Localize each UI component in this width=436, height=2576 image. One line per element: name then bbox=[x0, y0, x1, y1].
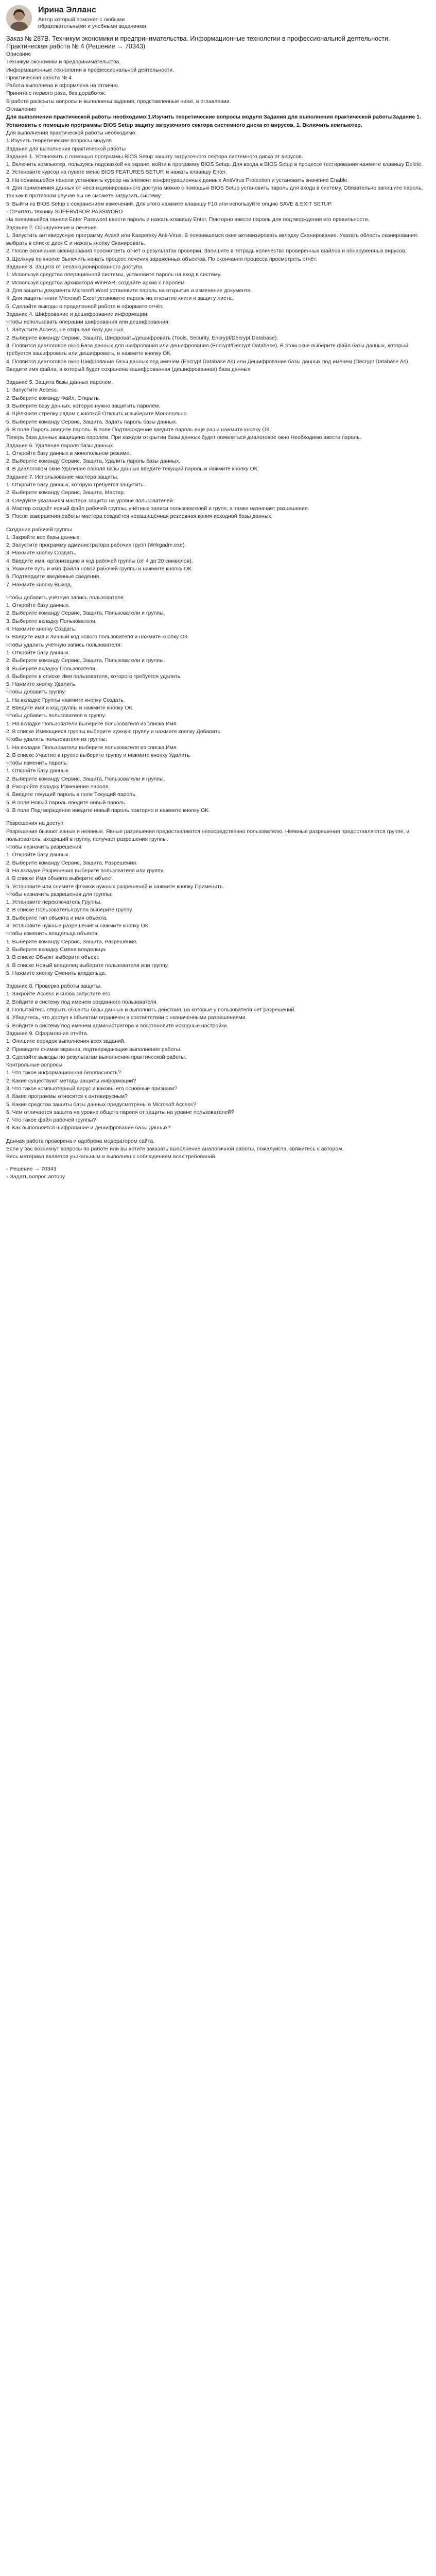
paragraph: 7. Что такое файл рабочей группы? bbox=[6, 1117, 96, 1124]
paragraph: 1. Используя средства операционной системы, установите пароль на вход в систему. bbox=[6, 272, 222, 278]
paragraph: 3. Выберите вкладку Пользователи. bbox=[6, 665, 97, 672]
paragraph: Задание 4. Шифрование и дешифрование информации. bbox=[6, 311, 149, 317]
chevron-right-icon: › bbox=[6, 1173, 8, 1180]
paragraph: 2. Введите имя и код группы и нажмите кнопку ОК. bbox=[6, 705, 134, 711]
chevron-left-icon: ‹ bbox=[6, 1165, 8, 1172]
paragraph: 2. Установите курсор на пункте меню BIOS FEATURES SETUP, и нажать клавишу Enter. bbox=[6, 169, 227, 176]
paragraph: 3. Появится диалоговое окно База данных для шифрования или дешифрования (Encrypt/Decrypt Database). В этом окне выберите файл базы данных, который требуется зашифровать или дешифровать, и нажмите кнопку ОК. bbox=[6, 342, 409, 357]
paragraph: Для выполнения практической работы необходимо:1.Изучить теоретические вопросы модуля Задания для выполнения практической работыЗадание 1. Установить с помощью программы BIOS Setup защиту загрузочного сектора системного диска от вирусов. 1. Включить компьютер. bbox=[6, 114, 421, 128]
paragraph: 3. Выберите вкладку Пользователи. bbox=[6, 618, 97, 624]
paragraph: Чтобы добавить учётную запись пользователя: bbox=[6, 594, 125, 601]
paragraph: 5. Выйти из BIOS Setup с сохранением изменений. Для этого нажмите клавишу F10 или используйте опцию SAVE & EXIT SETUP. bbox=[6, 200, 333, 207]
paragraph: 3. Щелкнув по кнопке Вылечить начать процесс лечения заражённых объектов. По окончании процесса просмотреть отчёт. bbox=[6, 256, 317, 262]
paragraph: 5. Какие средства защиты базы данных предусмотрены в Microsoft Access? bbox=[6, 1101, 196, 1108]
paragraph: Задание 9. Оформление отчёта. bbox=[6, 1030, 89, 1037]
paragraph: 1. Откройте базу данных. bbox=[6, 602, 70, 609]
paragraph: Принята с первого раза, без доработок. bbox=[6, 90, 106, 97]
paragraph: 3. На появившейся панели установить курсор на элемент конфигурационных данных AntiVirus Protection и установить значение Enable. bbox=[6, 177, 349, 183]
ask-author-link[interactable] bbox=[6, 1173, 430, 1181]
paragraph: 4. Установите нужные разрешения и нажмите кнопку ОК. bbox=[6, 923, 150, 929]
paragraph: 4. Для применения данных от несанкционированного доступа можно с помощью BIOS Setup установить пароль для входа в систему. Обязательно запишите пароль, так как в противном случае вы не сможете загрузить систему. bbox=[6, 185, 423, 199]
paragraph: Разрешения бывают явные и неявные. Явные разрешения предоставляются непосредственно пользователю. Неявные разрешения предоставляются группе, и пользователь, входящий в группу, получает разрешения группы. bbox=[6, 828, 410, 842]
paragraph: 2. В списке Участие в группе выберите группу и нажмите кнопку Удалить. bbox=[6, 752, 191, 758]
paragraph: Чтобы использовать операции шифрования или дешифрования: bbox=[6, 319, 170, 326]
paragraph: Техникум экономики и предпринимательства. bbox=[6, 59, 121, 65]
paragraph: Задание 5. Защита базы данных паролем. bbox=[6, 379, 113, 386]
paragraph: 1. На вкладке Пользователи выберите пользователя из списка Имя. bbox=[6, 720, 178, 727]
paragraph: 3. В диалоговом окне Удаление пароля базы данных введите текущий пароль и нажмите кнопку ОК. bbox=[6, 466, 259, 472]
paragraph: 6. В поле Подтверждение введите новый пароль повторно и нажмите кнопку ОК. bbox=[6, 807, 210, 814]
paragraph: 6. Чем отличается защита на уровне общего пароля от защиты на уровне пользователей? bbox=[6, 1109, 234, 1115]
paragraph: 1. Откройте базу данных. bbox=[6, 768, 70, 774]
paragraph: Чтобы удалить учётную запись пользователя: bbox=[6, 641, 122, 648]
paragraph: Задание 1. Установить с помощью программы BIOS Setup защиту загрузочного сектора системного диска от вирусов. bbox=[6, 153, 303, 160]
paragraph: Чтобы добавить пользователя в группу: bbox=[6, 713, 107, 719]
paragraph: 1. Запустите Access. bbox=[6, 387, 58, 394]
paragraph: В работе раскрыты вопросы и выполнены задания, представленные ниже, в оглавлении. bbox=[6, 98, 231, 105]
paragraph: 1. Откройте базу данных. bbox=[6, 852, 70, 858]
paragraph: 1. Выберите команду Сервис, Защита, Разрешения. bbox=[6, 938, 138, 945]
paragraph: Теперь база данных защищена паролем. При каждом открытии базы данных будет появляться диалоговое окно Необходимо ввести пароль. bbox=[6, 434, 361, 441]
paragraph: 2. Выберите команду Сервис, Защита, Шифровать/дешифровать (Tools, Security, Encrypt/Decrypt Database). bbox=[6, 334, 278, 341]
author-name[interactable]: Ирина Элланс bbox=[38, 6, 96, 14]
paragraph: 2. Выберите команду Сервис, Защита, Мастер. bbox=[6, 489, 125, 496]
paragraph: Работа выполнена и оформлена на отлично. bbox=[6, 82, 119, 89]
avatar-image bbox=[6, 5, 32, 31]
paragraph: 3. Следуйте указаниям мастера защиты на уровне пользователей. bbox=[6, 497, 175, 504]
paragraph: 4. Введите текущий пароль в поле Текущий пароль. bbox=[6, 791, 137, 798]
paragraph: 2. Выберите вкладку Смена владельца. bbox=[6, 946, 107, 953]
solution-link-label: Решение → 70343 bbox=[10, 1165, 57, 1172]
paragraph: 4. Для защиты книги Microsoft Excel установите пароль на открытие книги и защиту листа. bbox=[6, 295, 233, 302]
paragraph: Весь материал является уникальным и выполнен с соблюдением всех требований. bbox=[6, 1154, 217, 1160]
paragraph: Задание 7. Использование мастера защиты. bbox=[6, 473, 119, 480]
paragraph: 1. Запустить антивирусную программу Avast! или Kaspersky Anti-Virus. В появившемся окне активизировать вкладку Сканирование. Указать область сканирования: выбрать в списке диск С и нажать кнопку Сканировать. bbox=[6, 232, 418, 247]
paragraph: 6. В поле Пароль введите пароль. В поле Подтверждение введите пароль ещё раз и нажмите кнопку ОК. bbox=[6, 426, 271, 433]
paragraph: 1. Установите переключатель Группы. bbox=[6, 899, 102, 906]
paragraph: 2. Войдите в систему под именем созданного пользователя. bbox=[6, 998, 158, 1005]
solution-link[interactable] bbox=[6, 1165, 430, 1173]
paragraph: 1.Изучить теоретические вопросы модуля bbox=[6, 138, 112, 144]
paragraph: 1. На вкладке Группы нажмите кнопку Создать. bbox=[6, 697, 125, 703]
paragraph: 2. Выберите команду Сервис, Защита, Удалить пароль базы данных. bbox=[6, 458, 181, 465]
paragraph: 3. Раскройте вкладку Изменение пароля. bbox=[6, 784, 110, 790]
paragraph: Описание bbox=[6, 51, 31, 57]
paragraph: 5. Сделайте выводы о проделанной работе и оформите отчёт. bbox=[6, 303, 164, 310]
page bbox=[0, 0, 436, 1185]
paragraph: 2. Выберите команду Сервис, Защита, Пользователи и группы. bbox=[6, 610, 165, 617]
paragraph: 2. Выберите команду Сервис, Защита, Пользователи и группы. bbox=[6, 657, 165, 664]
paragraph: 8. Как выполняется шифрование и дешифрование базы данных? bbox=[6, 1125, 171, 1131]
paragraph: 2. В списке Пользователь/группа выберите группу. bbox=[6, 907, 133, 913]
paragraph: Создание рабочей группы bbox=[6, 526, 72, 533]
paragraph: 2. Выберите команду Сервис, Защита, Разрешения. bbox=[6, 859, 138, 866]
paragraph: 6. Подтвердите введённые сведения. bbox=[6, 573, 101, 580]
paragraph: Практическая работа № 4 bbox=[6, 74, 72, 81]
paragraph: 4. Выберите в списке Имя пользователя, которого требуется удалить. bbox=[6, 673, 182, 680]
paragraph-list bbox=[6, 50, 430, 1161]
ask-author-link-label: Задать вопрос автору bbox=[10, 1173, 65, 1180]
paragraph: 2. Приведите снимки экранов, подтверждающие выполнение работы. bbox=[6, 1046, 182, 1053]
paragraph: 4. Появится диалоговое окно Шифрование базы данных под именем (Encrypt Database As) или Дешифрование базы данных под именем (Decrypt Database As). Введите имя файла, в который будет сохранена зашифрованная (дешифрованная) база данных. bbox=[6, 358, 410, 372]
paragraph: Задания для выполнения практической работы bbox=[6, 145, 126, 152]
paragraph: 3. Что такое компьютерный вирус и каковы его основные признаки? bbox=[6, 1086, 178, 1092]
paragraph: 3. Попытайтесь открыть объекты базы данных и выполнить действия, на которые у пользователя нет разрешений. bbox=[6, 1007, 296, 1013]
paragraph: 5. Укажите путь и имя файла новой рабочей группы и нажмите кнопку ОК. bbox=[6, 566, 193, 572]
paragraph: 1. На вкладке Пользователи выберите пользователя из списка Имя. bbox=[6, 744, 178, 751]
paragraph: 3. Выберите базу данных, которую нужно защитить паролем. bbox=[6, 403, 161, 410]
paragraph: 7. Нажмите кнопку Выход. bbox=[6, 581, 72, 588]
author-avatar[interactable] bbox=[6, 5, 32, 31]
paragraph: - Отчитать технику SUPERVISOR PASSWORD bbox=[6, 208, 123, 215]
paragraph: На появившейся панели Enter Password ввести пароль и нажать клавишу Enter. Повторно ввести пароль для подтверждения его правильности. bbox=[6, 216, 370, 223]
paragraph: 3. На вкладке Разрешения выберите пользователя или группу. bbox=[6, 867, 164, 874]
paragraph: 5. Выберите команду Сервис, Защита, Задать пароль базы данных. bbox=[6, 418, 178, 425]
paragraph: 5. Войдите в систему под именем администратора и восстановите исходные настройки. bbox=[6, 1022, 229, 1029]
paragraph: Задание 6. Удаление пароля базы данных. bbox=[6, 442, 115, 449]
paragraph: 2. Используя средства архиватора WinRAR, создайте архив с паролем. bbox=[6, 279, 186, 286]
paragraph: 4. Какие программы относятся к антивирусным? bbox=[6, 1093, 128, 1100]
paragraph: 1. Закройте Access и снова запустите его. bbox=[6, 991, 112, 997]
paragraph: Задание 3. Защита от несанкционированного доступа. bbox=[6, 264, 144, 270]
paragraph: Задание 2. Обнаружение и лечение. bbox=[6, 224, 98, 231]
author-header bbox=[6, 5, 430, 34]
paragraph: 1. Откройте базу данных в монопольном режиме. bbox=[6, 450, 131, 456]
paragraph: Контрольные вопросы bbox=[6, 1062, 63, 1069]
paragraph: 2. После окончания сканирования просмотреть отчёт о результатах проверки. Запишите в тетрадь количество проверенных файлов и обнаруженных вирусов. bbox=[6, 248, 407, 255]
paragraph: 2. Выберите команду Сервис, Защита, Пользователи и группы. bbox=[6, 775, 165, 782]
paragraph: 4. Щёлкните стрелку рядом с кнопкой Открыть и выберите Монопольно. bbox=[6, 411, 188, 417]
paragraph: 1. Откройте базу данных, которую требуется защитить. bbox=[6, 482, 145, 488]
page-footer bbox=[6, 1165, 430, 1185]
paragraph: 3. Нажмите кнопку Создать. bbox=[6, 550, 77, 556]
paragraph: 5. Нажмите кнопку Удалить. bbox=[6, 681, 77, 688]
paragraph: Информационные технологии в профессиональной деятельности. bbox=[6, 66, 174, 73]
paragraph: 1. Закройте все базы данных. bbox=[6, 534, 81, 540]
work-description bbox=[6, 35, 430, 1161]
paragraph: Разрешения на доступ bbox=[6, 820, 64, 827]
paragraph: 2. Выберите команду Файл, Открыть. bbox=[6, 395, 100, 401]
paragraph: 1. Что такое информационная безопасность? bbox=[6, 1070, 121, 1076]
paragraph: 5. После завершения работы мастера создаётся незащищённая резервная копия исходной базы данных. bbox=[6, 513, 273, 520]
paragraph: 4. В списке Имя объекта выберите объект. bbox=[6, 875, 113, 882]
paragraph: 5. Установите или снимите флажки нужных разрешений и нажмите кнопку Применить. bbox=[6, 883, 224, 890]
paragraph: 4. Введите имя, организацию и код рабочей группы (от 4 до 20 символов). bbox=[6, 557, 193, 564]
paragraph: Если у вас возникнут вопросы по работе или вы хотите заказать выполнение аналогичной работы, пожалуйста, свяжитесь с автором. bbox=[6, 1146, 344, 1153]
paragraph: 1. Включить компьютер, пользуясь подсказкой на экране, войти в программу BIOS Setup. Для входа в BIOS Setup в процессе тестирования нажмите клавишу Delete. bbox=[6, 161, 423, 168]
paragraph: Оглавление bbox=[6, 106, 37, 113]
paragraph: 5. Нажмите кнопку Сменить владельца. bbox=[6, 970, 107, 976]
paragraph: 4. Мастер создаёт новый файл рабочей группы, учётные записи пользователей и групп, а также назначает разрешения. bbox=[6, 505, 309, 512]
paragraph: 5. Введите имя и личный код нового пользователя и нажмите кнопку ОК. bbox=[6, 634, 189, 640]
paragraph: Чтобы изменить пароль: bbox=[6, 760, 68, 767]
paragraph: Чтобы назначить разрешения: bbox=[6, 844, 83, 851]
paragraph: Данная работа проверена и одобрена модератором сайта. bbox=[6, 1138, 155, 1144]
paragraph: Задание 8. Проверка работы защиты. bbox=[6, 983, 102, 990]
paragraph: 1. Откройте базу данных. bbox=[6, 649, 70, 656]
paragraph: 3. В списке Объект выберите объект. bbox=[6, 954, 99, 961]
paragraph: Чтобы добавить группу: bbox=[6, 689, 66, 696]
paragraph: 4. Нажмите кнопку Создать. bbox=[6, 626, 77, 633]
paragraph: 4. Убедитесь, что доступ к объектам ограничен в соответствии с назначенными разрешениями. bbox=[6, 1014, 247, 1021]
order-title: Заказ № 287В. Техникум экономики и предпринимательства. Информационные технологии в профессиональной деятельности. Практическая работа № 4 (Решение → 70343) bbox=[6, 35, 390, 50]
paragraph: 2. Какие существуют методы защиты информации? bbox=[6, 1077, 136, 1084]
paragraph: 4. В списке Новый владелец выберите пользователя или группу. bbox=[6, 962, 169, 969]
paragraph: Чтобы удалить пользователя из группы: bbox=[6, 736, 107, 743]
paragraph: 1. Запустите Access, не открывая базу данных. bbox=[6, 327, 125, 333]
paragraph: 2. Запустите программу администратора рабочих групп (Wrkgadm.exe). bbox=[6, 542, 186, 549]
paragraph: 2. В списке Имеющиеся группы выберите нужную группу и нажмите кнопку Добавить. bbox=[6, 728, 222, 735]
paragraph: 3. Выберите тип объекта и имя объекта. bbox=[6, 914, 108, 921]
paragraph: Чтобы изменить владельца объекта: bbox=[6, 930, 99, 937]
paragraph: 3. Сделайте выводы по результатам выполнения практической работы. bbox=[6, 1054, 186, 1060]
paragraph: Для выполнения практической работы необходимо: bbox=[6, 129, 137, 136]
paragraph: 5. В поле Новый пароль введите новый пароль. bbox=[6, 799, 127, 806]
paragraph: 3. Для защиты документа Microsoft Word установите пароль на открытие и изменение документа. bbox=[6, 287, 252, 294]
paragraph: 1. Опишите порядок выполнения всех заданий. bbox=[6, 1038, 126, 1045]
paragraph: Чтобы назначить разрешения для группы: bbox=[6, 891, 113, 897]
author-description: Автор который поможет с любыми образовательными и учебными заданиями. bbox=[38, 16, 148, 29]
